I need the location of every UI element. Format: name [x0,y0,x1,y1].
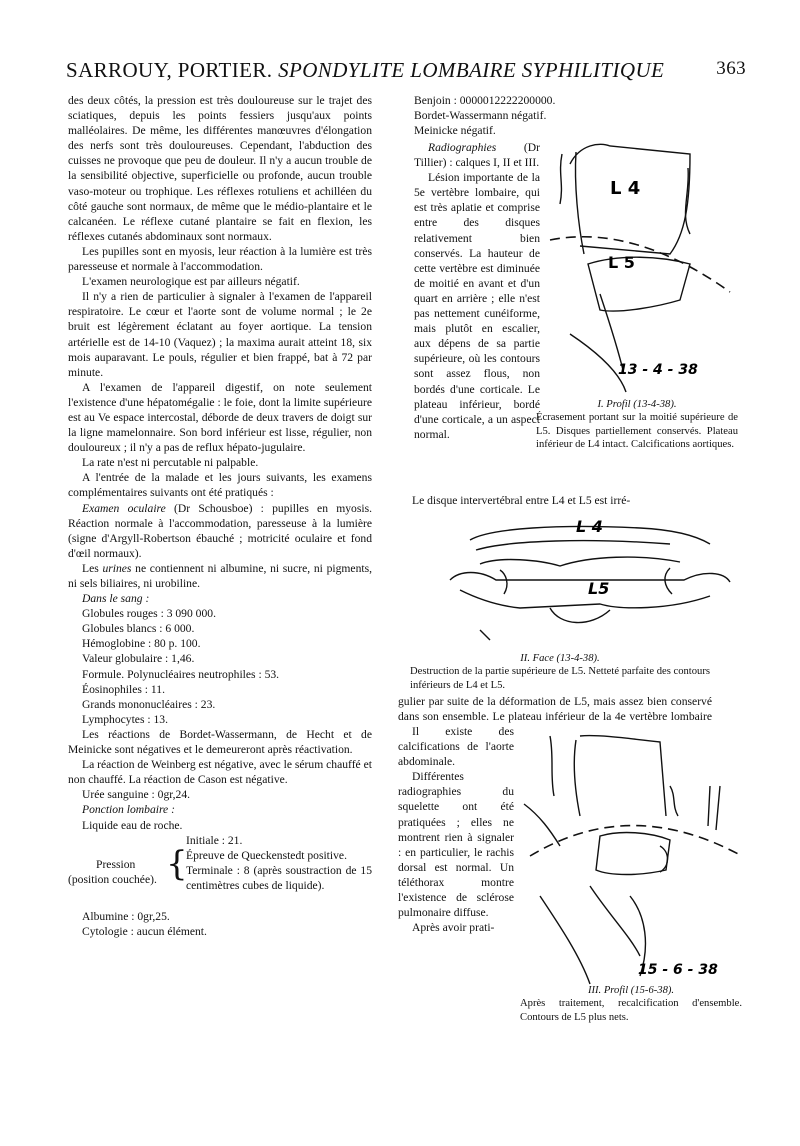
list-item: Urée sanguine : 0gr,24. [82,788,191,802]
subheading: Ponction lombaire : [82,803,175,817]
pressure-initial: Initiale : 21. [186,833,243,847]
figure-2-face [440,510,740,650]
blood-results-list [68,606,372,727]
right-bottom-intro-wide [398,694,712,724]
stroke [540,896,590,984]
stroke [460,590,710,608]
paragraph: Le disque intervertébral entre L4 et L5 est irré- [412,494,631,507]
list-item: Bordet-Wassermann négatif. [414,109,547,123]
stroke [550,608,610,623]
l4-outline [580,736,666,816]
header-title: SPONDYLITE LOMBAIRE SYPHILITIQUE [278,58,665,82]
stroke [574,740,580,816]
aorta-dashed-line [530,826,742,856]
figure-3-profile [520,726,745,986]
caption-text: Destruction de la partie supérieure de L5. Netteté parfaite des contours inférieurs de L4 et L5. [410,666,710,691]
inline-text: (Dr Schousboe) : pupilles en myosis. Réaction normale à l'accommodation, paresseuse à la lumière (signe d'Argyll-Robertson ébauché ; motricité oculaire et fond d'œil normaux). [68,501,372,560]
stroke [665,568,672,594]
inline-text: ne contiennent ni albumine, ni sucre, ni pigments, ni sels biliaires, ni urobiline. [68,561,373,590]
date-annotation: 13 - 4 - 38 [618,362,698,378]
right-bottom-column [398,724,514,935]
figure-1-caption [536,398,738,452]
blood-result-item: Formule. Polynucléaires neutrophiles : 53. [82,667,280,681]
running-header [66,58,746,88]
date-annotation: 15 - 6 - 38 [638,962,718,978]
caption-label: II. Face (13-4-38). [520,653,600,664]
inline-text: Les [82,561,103,575]
label-l5: L 5 [608,253,635,272]
figure-2-caption [410,652,710,692]
stroke [560,154,562,204]
brace-glyph: { [166,843,188,884]
stroke [500,570,507,594]
stroke [476,541,670,550]
stroke [480,630,490,640]
paragraph: Les pupilles sont en myosis, leur réaction à la lumière est très paresseuse et normale à l'accommodation. [68,244,372,274]
paragraph: L'examen neurologique est par ailleurs négatif. [82,275,300,289]
page-number: 363 [716,58,746,79]
header-authors: SARROUY, PORTIER. [66,58,273,82]
right-radio [414,140,540,442]
figure-1-drawing [540,124,740,394]
label-l4: L 4 [610,178,641,199]
figure-2-drawing [440,510,740,650]
paragraph: La rate n'est ni percutable ni palpable. [82,456,259,470]
list-item: Benjoin : 0000012222200000. [414,94,556,107]
blood-result-item: Hémoglobine : 80 p. 100. [82,637,201,651]
figure-3-drawing [520,726,745,986]
paragraph: des deux côtés, la pression est très douloureuse sur le trajet des sciatiques, depuis les points fessiers jusqu'aux points malléolaires. De même, les différentes manœuvres d'élongation des nerfs sont très douloureuses. Cependant, l'abduction des cuisses ne provoque que peu de douleur. Il n'y a aucun trouble de la sensibilité objective, superficielle ou profonde, aucun trouble vaso-moteur ou trophique. Les réflexes rotuliens et achilléen du côté gauche sont normaux, de même que le médio-plantaire et le calcanéen. Le réflexe cutané plantaire se fait en flexion, les réflexes cutanés abdominaux sont normaux. [68,94,372,243]
paragraph [68,501,372,561]
paragraph: gulier par suite de la déformation de L5, mais assez bien conservé dans son ensemble. Le plateau inférieur de la 4e vertèbre lombaire [398,695,712,724]
inline-label: Radiographies [428,141,497,154]
blood-result-item: Éosinophiles : 11. [82,682,165,696]
label-l5: L5 [588,579,610,598]
pressure-block [68,833,372,909]
inline-label: Examen oculaire [82,501,166,515]
blood-result-item: Lymphocytes : 13. [82,712,168,726]
stroke [524,804,560,846]
pressure-label: Pression [96,857,136,871]
subheading: Dans le sang : [82,592,150,606]
stroke [708,786,720,830]
list-item: Albumine : 0gr,25. [82,909,170,923]
label-l4: L 4 [576,517,603,536]
caption-label: III. Profil (15-6-38). [587,985,675,996]
list-item: Cytologie : aucun élément. [82,924,207,938]
pressure-terminal: Terminale : 8 (après soustraction de 15 centimètres cubes de liquide). [186,863,372,892]
figure-3-caption [520,984,742,1024]
stroke [575,152,584,254]
paragraph: A l'entrée de la malade et les jours suivants, les examens complémentaires suivants ont été pratiqués : [68,471,372,500]
l5-outline [596,833,670,875]
paragraph [414,140,540,170]
paragraph: Après avoir prati- [412,921,495,935]
blood-result-item: Globules blancs : 6 000. [82,622,195,636]
blood-result-item: Grands mononucléaires : 23. [82,697,216,711]
stroke [480,557,680,566]
paragraph [68,561,372,591]
position-label: (position couchée). [68,872,157,886]
caption-text: Après traitement, recalcification d'ensemble. Contours de L5 plus nets. [520,998,742,1023]
list-item [186,833,372,893]
list-item: Liquide eau de roche. [82,818,183,832]
paragraph: Lésion importante de la 5e vertèbre lombaire, qui est très aplatie et comprise entre des disques relativement bien conservés. La hauteur de cette vertèbre est diminuée de moitié en avant et d'un quart en arrière ; elle n'est pas nettement cunéiforme, mais plutôt en escalier, aux dépens de sa partie supérieure, où les contours sont assez flous, non bordés d'une corticale. Le plateau inférieur, bordé d'une corticale, a un aspect normal. [414,171,540,441]
inline-label: urines [102,561,132,575]
left-column [68,93,372,939]
list-item: Meinicke négatif. [414,124,496,138]
aorta-dashed-line [550,237,730,292]
figure-1-profile [540,124,740,394]
stroke [670,786,678,816]
inline-text: (Dr Tillier) : calques I, II et III. [414,141,540,170]
stroke [550,736,554,796]
paragraph: La réaction de Weinberg est négative, avec le sérum chauffé et non chauffé. La réaction de Cason est négative. [68,758,372,787]
paragraph: Différentes radiographies du squelette ont été pratiquées ; elles ne montrent rien à signaler : en particulier, le rachis dorsal est normal. Un téléthorax montre l'existence de sclérose pulmonaire diffuse. [398,770,514,920]
paragraph: Il existe des calcifications de l'aorte abdominale. [398,725,514,769]
caption-label: I. Profil (13-4-38). [597,399,677,410]
blood-result-item: Valeur globulaire : 1,46. [82,652,195,666]
paragraph: A l'examen de l'appareil digestif, on note seulement l'existence d'une hépatomégalie : le foie, dont la limite supérieure est au Ve espace intercostal, déborde de deux travers de doigt sur la ligne mamelonnaire. Son bord inférieur est lisse, régulier, non douloureux ; il n'y a pas de reflux hépato-jugulaire. [68,380,372,455]
pressure-queckenstedt: Épreuve de Queckenstedt positive. [186,848,347,862]
blood-result-item: Globules rouges : 3 090 000. [82,607,216,621]
caption-text: Écrasement portant sur la moitié supérieure de L5. Disques partiellement conservés. Plateau inférieur de L4 intact. Calcifications aortiques. [536,412,738,451]
paragraph: Les réactions de Bordet-Wassermann, de Hecht et de Meinicke sont négatives et le demeureront après réactivation. [68,727,372,757]
paragraph: Il n'y a rien de particulier à signaler à l'examen de l'appareil respiratoire. Le cœur et l'aorte sont de volume normal ; le 2e bruit est légèrement éclatant au foyer aortique. La tension artérielle est de 14-10 (Vaquez) ; la maxima aurait atteint 18, six mois auparavant. Le pouls, régulier et bien frappé, bat à 72 par minute. [68,290,372,379]
stroke [590,886,640,956]
